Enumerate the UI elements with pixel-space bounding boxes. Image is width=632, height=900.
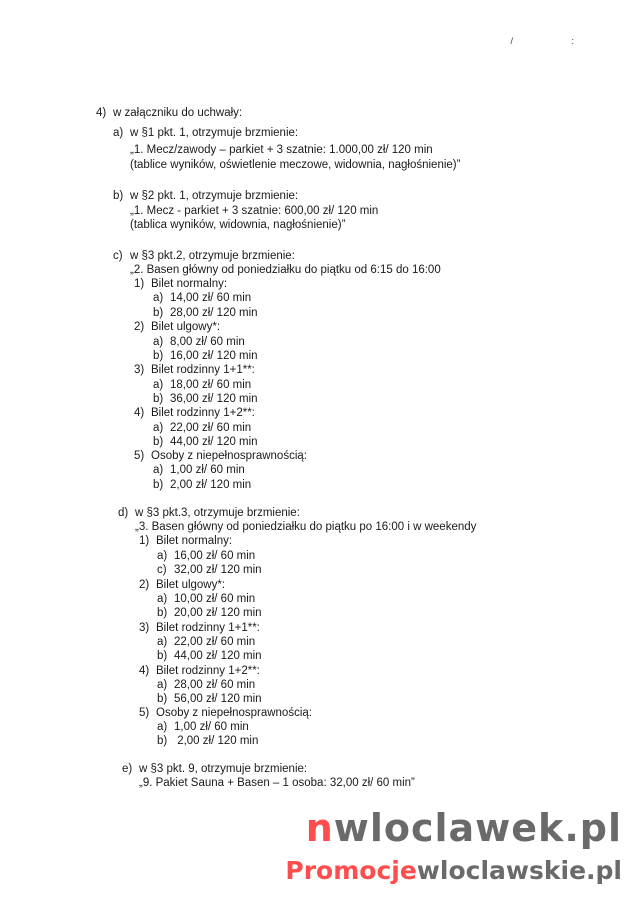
list-marker: d) — [118, 507, 129, 519]
document-line — [139, 664, 260, 678]
list-marker: a) — [157, 721, 168, 733]
list-marker: a) — [153, 464, 164, 476]
line-text: Bilet rodzinny 1+2**: — [151, 407, 255, 419]
list-marker: 3) — [139, 622, 150, 634]
list-marker: b) — [153, 350, 164, 362]
document-line — [139, 534, 232, 548]
watermark-sub-accent: Promocje — [285, 856, 417, 885]
line-text: 14,00 zł/ 60 min — [170, 292, 252, 304]
document-line — [113, 189, 298, 203]
line-text: Bilet rodzinny 1+1**: — [156, 622, 260, 634]
document-line — [134, 320, 220, 334]
line-text: 28,00 zł/ 60 min — [174, 679, 256, 691]
document-line — [130, 218, 345, 232]
list-marker: c) — [157, 564, 167, 576]
line-text: 1,00 zł/ 60 min — [174, 721, 249, 733]
document-line — [134, 277, 227, 291]
document-line — [153, 463, 245, 477]
document-line — [135, 520, 476, 534]
document-line — [153, 306, 258, 320]
line-text: w §3 pkt. 9, otrzymuje brzmienie: — [139, 763, 308, 775]
list-marker: c) — [113, 250, 123, 262]
document-line — [153, 392, 258, 406]
line-text: Bilet ulgowy*: — [156, 579, 226, 591]
document-line — [130, 263, 441, 277]
document-line — [157, 734, 258, 748]
document-line — [157, 592, 255, 606]
line-text: 36,00 zł/ 120 min — [170, 393, 258, 405]
line-text: 16,00 zł/ 120 min — [170, 350, 258, 362]
line-text: w §3 pkt.3, otrzymuje brzmienie: — [135, 507, 300, 519]
list-marker: b) — [157, 693, 168, 705]
line-text: 20,00 zł/ 120 min — [174, 607, 262, 619]
list-marker: 1) — [134, 278, 145, 290]
line-text: 22,00 zł/ 60 min — [170, 422, 252, 434]
document-line — [153, 378, 251, 392]
list-marker: 4) — [134, 407, 145, 419]
line-text: Bilet rodzinny 1+2**: — [156, 665, 260, 677]
document-line — [134, 406, 255, 420]
document-line — [113, 249, 295, 263]
line-text: 10,00 zł/ 60 min — [174, 593, 256, 605]
line-text: 44,00 zł/ 120 min — [174, 650, 262, 662]
list-marker: 4) — [96, 107, 107, 119]
list-marker: b) — [157, 650, 168, 662]
list-marker: a) — [153, 336, 164, 348]
list-marker: b) — [113, 190, 124, 202]
list-marker: a) — [153, 422, 164, 434]
list-marker: b) — [153, 393, 164, 405]
line-text: Osoby z niepełnosprawnością: — [156, 707, 312, 719]
line-text: (tablica wyników, widownia, nagłośnienie)” — [130, 219, 346, 231]
line-text: 1,00 zł/ 60 min — [170, 464, 245, 476]
list-marker: 3) — [134, 364, 145, 376]
document-line — [157, 649, 262, 663]
list-marker: a) — [153, 379, 164, 391]
line-text: 2,00 zł/ 120 min — [174, 735, 259, 747]
document-line — [130, 143, 433, 157]
list-marker: a) — [157, 550, 168, 562]
document-line — [130, 158, 460, 172]
line-text: 8,00 zł/ 60 min — [170, 336, 245, 348]
list-marker: 1) — [139, 535, 150, 547]
line-text: Osoby z niepełnosprawnością: — [151, 450, 307, 462]
line-text: 28,00 zł/ 120 min — [170, 307, 258, 319]
document-line — [157, 692, 262, 706]
watermark-accent: n — [305, 806, 334, 850]
list-marker: b) — [157, 735, 168, 747]
document-line — [157, 635, 255, 649]
line-text: w §1 pkt. 1, otrzymuje brzmienie: — [130, 127, 299, 139]
line-text: 18,00 zł/ 60 min — [170, 379, 252, 391]
line-text: 32,00 zł/ 120 min — [174, 564, 262, 576]
document-line — [139, 578, 225, 592]
list-marker: 5) — [139, 707, 150, 719]
line-text: Bilet normalny: — [151, 278, 228, 290]
line-text: Bilet normalny: — [156, 535, 233, 547]
line-text: „3. Basen główny od poniedziałku do piątku po 16:00 i w weekendy — [135, 521, 477, 533]
list-marker: 4) — [139, 665, 150, 677]
line-text: 16,00 zł/ 60 min — [174, 550, 256, 562]
line-text: 22,00 zł/ 60 min — [174, 636, 256, 648]
document-line — [157, 720, 249, 734]
list-marker: 2) — [139, 579, 150, 591]
watermark-logo-sub — [285, 856, 622, 885]
document-line — [153, 435, 258, 449]
list-marker: a) — [157, 636, 168, 648]
document-line — [139, 776, 415, 790]
line-text: Bilet ulgowy*: — [151, 321, 221, 333]
document-line — [153, 421, 251, 435]
list-marker: a) — [113, 127, 124, 139]
document-line — [153, 349, 258, 363]
line-text: „1. Mecz - parkiet + 3 szatnie: 600,00 zł/ 120 min — [130, 205, 379, 217]
line-text: „9. Pakiet Sauna + Basen – 1 osoba: 32,00 zł/ 60 min” — [139, 777, 415, 789]
list-marker: a) — [157, 593, 168, 605]
line-text: w §3 pkt.2, otrzymuje brzmienie: — [130, 250, 295, 262]
document-line — [130, 204, 378, 218]
document-line — [139, 621, 260, 635]
document-line — [139, 706, 312, 720]
document-line — [157, 549, 255, 563]
watermark-text: wloclawek.pl — [333, 806, 622, 850]
document-line — [134, 449, 307, 463]
document-line — [157, 678, 255, 692]
line-text: „1. Mecz/zawody – parkiet + 3 szatnie: 1.000,00 zł/ 120 min — [130, 144, 433, 156]
line-text: 2,00 zł/ 120 min — [170, 479, 252, 491]
document-line — [134, 363, 255, 377]
line-text: w §2 pkt. 1, otrzymuje brzmienie: — [130, 190, 299, 202]
list-marker: a) — [157, 679, 168, 691]
list-marker: 5) — [134, 450, 145, 462]
document-line — [113, 126, 298, 140]
list-marker: b) — [157, 607, 168, 619]
document-line — [122, 762, 307, 776]
document-line — [96, 106, 242, 120]
list-marker: 2) — [134, 321, 145, 333]
list-marker: b) — [153, 307, 164, 319]
line-text: Bilet rodzinny 1+1**: — [151, 364, 255, 376]
line-text: 44,00 zł/ 120 min — [170, 436, 258, 448]
line-text: 56,00 zł/ 120 min — [174, 693, 262, 705]
line-text: „2. Basen główny od poniedziałku do piątku od 6:15 do 16:00 — [130, 264, 441, 276]
list-marker: b) — [153, 436, 164, 448]
document-line — [153, 478, 251, 492]
corner-marks: / : — [510, 36, 602, 46]
line-text: w załączniku do uchwały: — [113, 107, 243, 119]
document-line — [157, 606, 262, 620]
document-line — [157, 563, 262, 577]
document-line — [118, 506, 300, 520]
document-line — [153, 335, 245, 349]
list-marker: a) — [153, 292, 164, 304]
list-marker: e) — [122, 763, 133, 775]
watermark-logo-main — [306, 806, 622, 850]
line-text: (tablice wyników, oświetlenie meczowe, widownia, nagłośnienie)” — [130, 159, 461, 171]
document-line — [153, 291, 251, 305]
list-marker: b) — [153, 479, 164, 491]
watermark-sub-text: wloclawskie.pl — [416, 856, 622, 885]
